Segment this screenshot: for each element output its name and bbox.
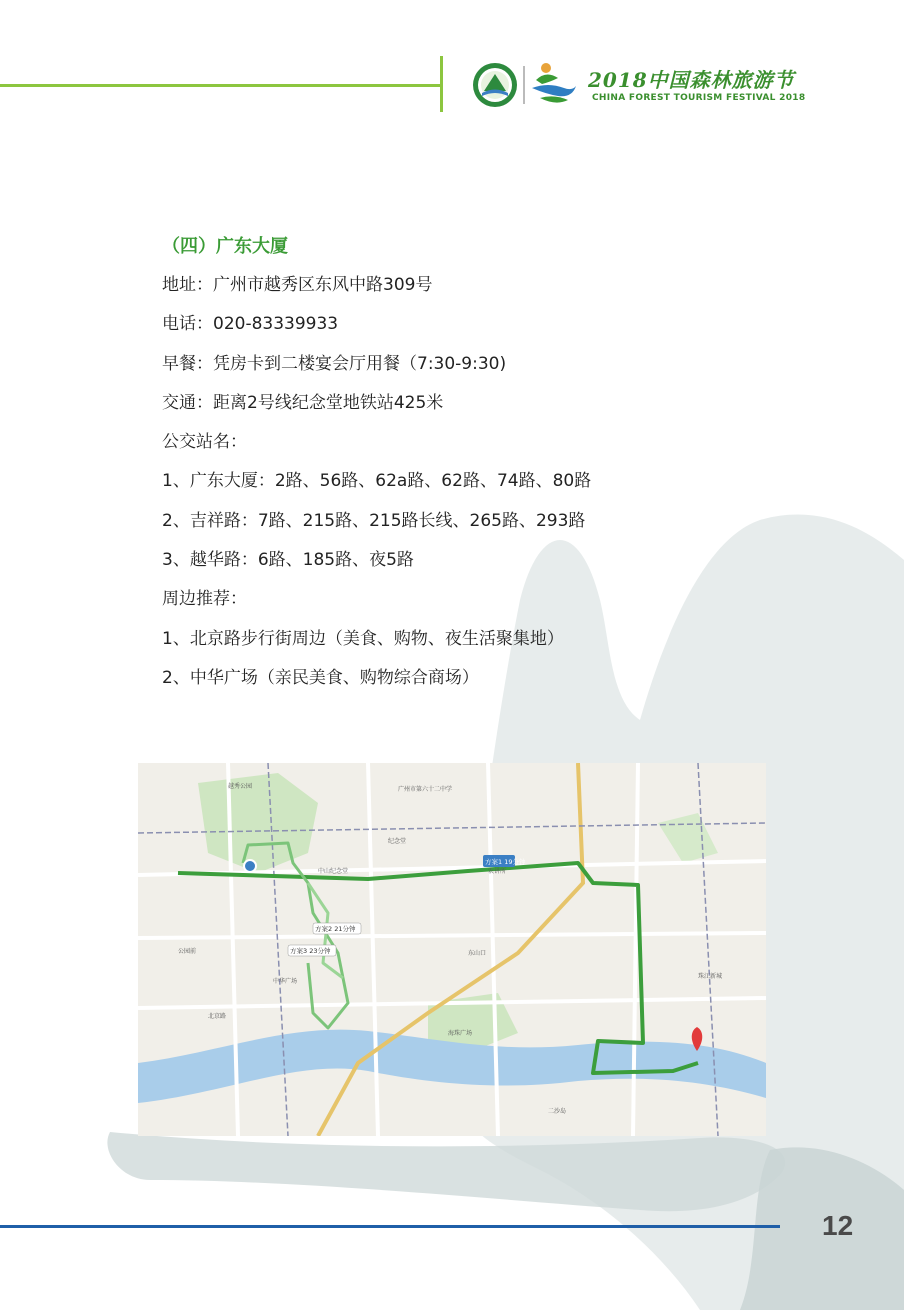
festival-subtitle: CHINA FOREST TOURISM FESTIVAL 2018 (592, 93, 806, 103)
forestry-seal-logo (472, 62, 518, 108)
bus-line-item: 1、广东大厦：2路、56路、62a路、62路、74路、80路 (162, 471, 592, 492)
bus-line-item: 3、越华路：6路、185路、夜5路 (162, 550, 414, 571)
route-label (313, 923, 361, 934)
place-label: 农讲所 (488, 868, 507, 875)
place-label: 广州市第六十二中学 (398, 786, 453, 793)
section-title: （四）广东大厦 (162, 236, 288, 257)
logo-divider (523, 66, 525, 104)
place-label: 中山纪念堂 (318, 868, 349, 875)
nearby-heading: 周边推荐： (162, 589, 247, 610)
place-label: 公园前 (178, 948, 197, 955)
place-label: 海珠广场 (448, 1030, 473, 1037)
header-rule (0, 84, 442, 87)
footer-rule (0, 1225, 780, 1228)
route-label-text: 方案3 23分钟 (290, 947, 331, 955)
header-divider (440, 56, 443, 112)
bus-line-item: 2、吉祥路：7路、215路、215路长线、265路、293路 (162, 510, 586, 531)
route-label-text: 方案1 19分钟 (485, 858, 526, 866)
place-label: 中华广场 (273, 978, 298, 985)
place-label: 东山口 (468, 950, 487, 957)
start-marker (244, 860, 256, 872)
place-label: 越秀公园 (228, 783, 253, 790)
route-label (288, 945, 336, 956)
place-label: 北京路 (208, 1013, 227, 1020)
route-map (138, 763, 766, 1136)
place-label: 纪念堂 (388, 838, 407, 845)
place-label: 二沙岛 (548, 1108, 567, 1115)
route-label-text: 方案2 21分钟 (315, 925, 356, 933)
nearby-item: 1、北京路步行街周边（美食、购物、夜生活聚集地） (162, 628, 564, 649)
hotel-info (162, 232, 802, 700)
page-number: 12 (822, 1210, 854, 1241)
transport-line: 交通：距离2号线纪念堂地铁站425米 (162, 392, 444, 413)
brush-stroke-wave (107, 1132, 785, 1211)
phone-line: 电话：020-83339933 (162, 314, 339, 335)
breakfast-line: 早餐：凭房卡到二楼宴会厅用餐（7:30-9:30) (162, 353, 507, 374)
nearby-item: 2、中华广场（亲民美食、购物综合商场） (162, 667, 479, 688)
bus-heading: 公交站名： (162, 432, 247, 453)
festival-title: 2018中国森林旅游节 (588, 68, 795, 92)
address-line: 地址：广州市越秀区东风中路309号 (162, 275, 433, 295)
festival-mark-logo (528, 58, 580, 108)
place-label: 珠江新城 (698, 973, 723, 980)
